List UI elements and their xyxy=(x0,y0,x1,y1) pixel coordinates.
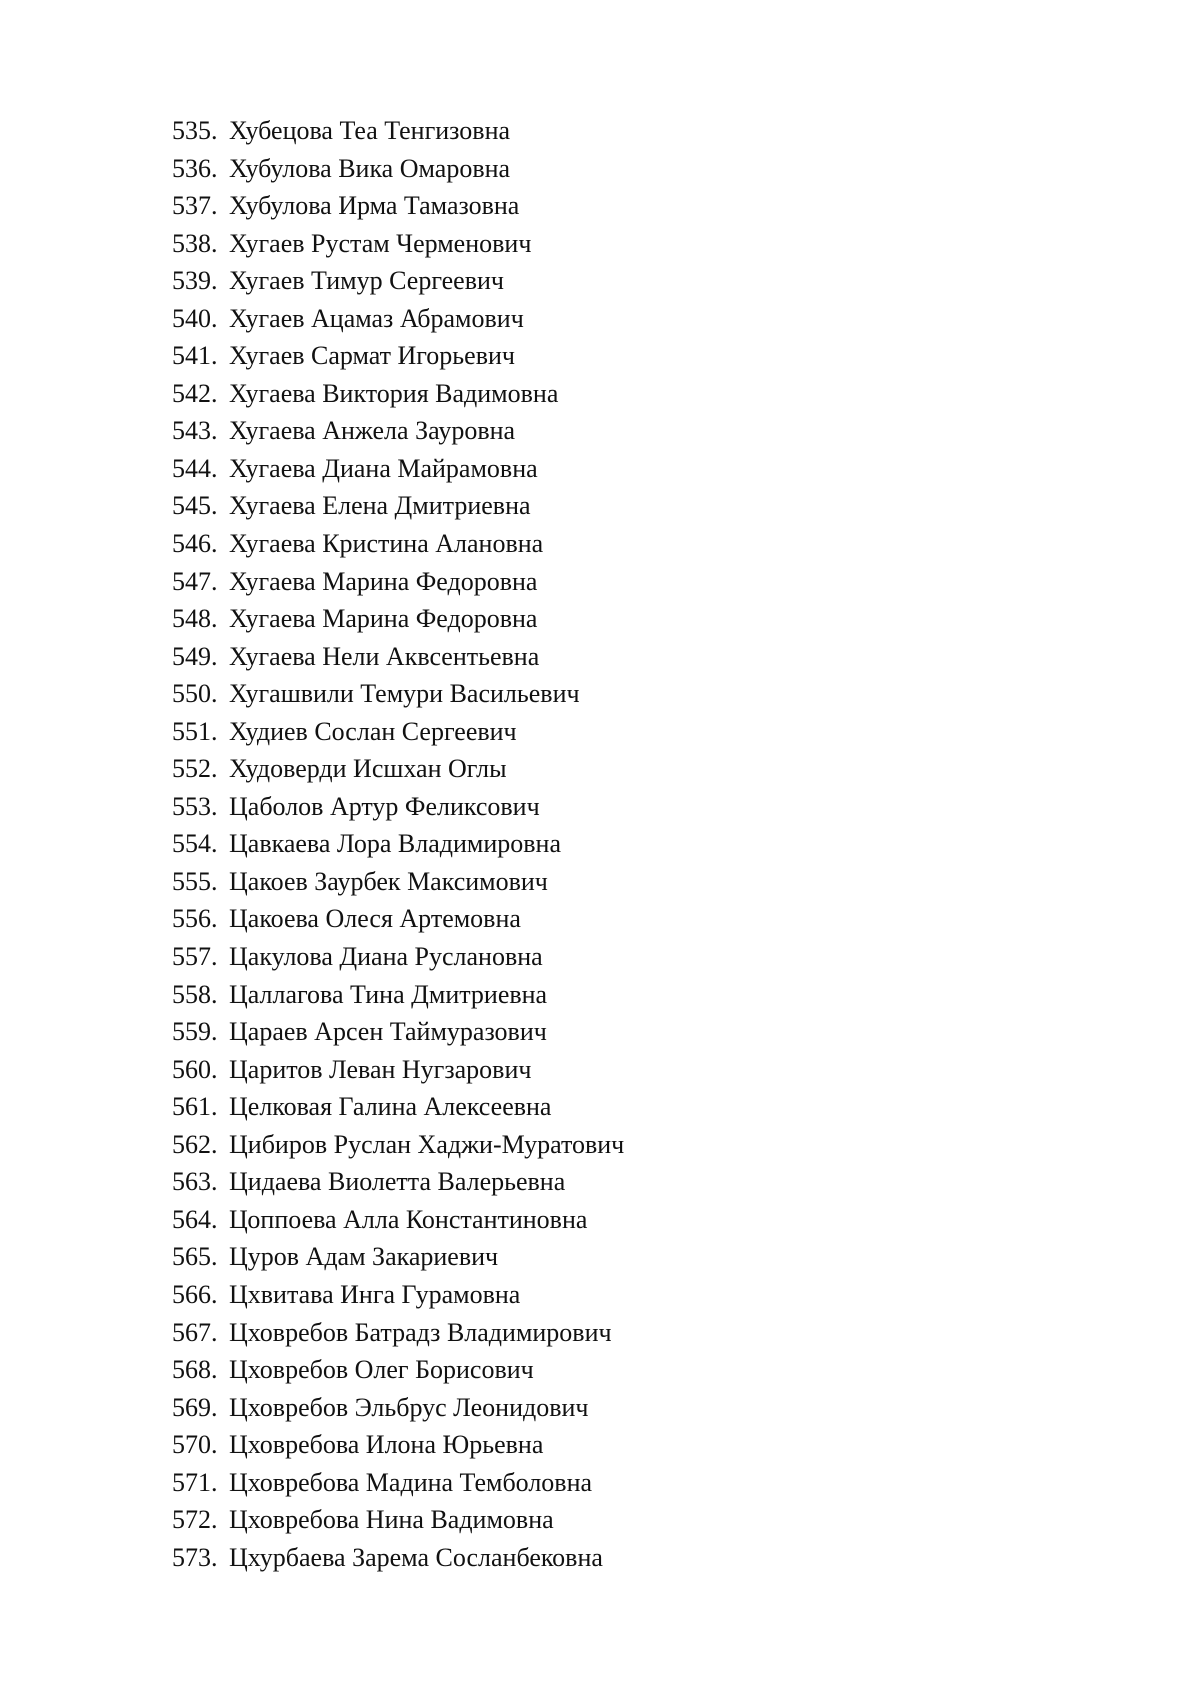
list-item-name: Цаллагова Тина Дмитриевна xyxy=(229,979,548,1009)
list-item-number: 567. xyxy=(172,1317,218,1347)
list-item-name: Хугаев Ацамаз Абрамович xyxy=(229,303,524,333)
list-item-name: Хугаева Анжела Зауровна xyxy=(229,416,516,446)
list-item-name: Цидаева Виолетта Валерьевна xyxy=(229,1167,566,1197)
list-item-name: Хугаева Виктория Вадимовна xyxy=(229,378,559,408)
list-item xyxy=(172,187,624,225)
list-item-name: Цхвитава Инга Гурамовна xyxy=(229,1279,521,1309)
list-item-name: Цакулова Диана Руслановна xyxy=(229,942,543,972)
list-item xyxy=(172,900,624,938)
list-item xyxy=(172,112,624,150)
list-item-number: 547. xyxy=(172,566,218,596)
list-item-number: 566. xyxy=(172,1279,218,1309)
list-item-number: 535. xyxy=(172,116,218,145)
list-item-name: Хубулова Вика Омаровна xyxy=(229,153,511,183)
list-item xyxy=(172,225,624,263)
list-item-name: Цховребова Нина Вадимовна xyxy=(229,1505,554,1535)
list-item-name: Хубулова Ирма Тамазовна xyxy=(229,191,520,221)
list-item-number: 545. xyxy=(172,491,218,521)
list-item xyxy=(172,1238,624,1276)
list-item xyxy=(172,337,624,375)
list-item-number: 569. xyxy=(172,1392,218,1422)
list-item-name: Хугаев Сармат Игорьевич xyxy=(229,341,515,371)
list-item xyxy=(172,150,624,188)
list-item-number: 562. xyxy=(172,1129,218,1159)
list-item-number: 560. xyxy=(172,1054,218,1084)
list-item-name: Хугаева Нели Аквсентьевна xyxy=(229,641,540,671)
list-item xyxy=(172,487,624,525)
list-item-name: Цибиров Руслан Хаджи-Муратович xyxy=(229,1129,625,1159)
list-item xyxy=(172,1163,624,1201)
list-item xyxy=(172,525,624,563)
list-item-name: Цакоева Олеся Артемовна xyxy=(229,904,521,934)
list-item-name: Цховребов Эльбрус Леонидович xyxy=(229,1392,589,1422)
list-item-name: Хугаева Диана Майрамовна xyxy=(229,453,538,483)
list-item-number: 546. xyxy=(172,529,218,559)
list-item-number: 549. xyxy=(172,641,218,671)
list-item-number: 570. xyxy=(172,1430,218,1460)
name-list xyxy=(172,112,624,1576)
list-item-name: Цоппоева Алла Константиновна xyxy=(229,1204,588,1234)
list-item-name: Худиев Сослан Сергеевич xyxy=(229,716,517,746)
list-item-number: 561. xyxy=(172,1092,218,1122)
list-item-number: 565. xyxy=(172,1242,218,1272)
list-item-name: Цуров Адам Закариевич xyxy=(229,1242,499,1272)
list-item-number: 571. xyxy=(172,1467,218,1497)
list-item-name: Хугаева Марина Федоровна xyxy=(229,566,538,596)
list-item-number: 556. xyxy=(172,904,218,934)
list-item xyxy=(172,1351,624,1389)
list-item xyxy=(172,938,624,976)
list-item xyxy=(172,563,624,601)
list-item-number: 568. xyxy=(172,1355,218,1385)
list-item-name: Хугаев Рустам Черменович xyxy=(229,228,532,258)
list-item xyxy=(172,1389,624,1427)
list-item-name: Хугаев Тимур Сергеевич xyxy=(229,266,504,296)
list-item xyxy=(172,863,624,901)
list-item xyxy=(172,750,624,788)
list-item xyxy=(172,825,624,863)
list-item-number: 572. xyxy=(172,1505,218,1535)
list-item-name: Цховребова Илона Юрьевна xyxy=(229,1430,544,1460)
list-item xyxy=(172,1051,624,1089)
list-item-number: 539. xyxy=(172,266,218,296)
list-item-number: 558. xyxy=(172,979,218,1009)
list-item-number: 557. xyxy=(172,942,218,972)
list-item-name: Цаболов Артур Феликсович xyxy=(229,791,540,821)
list-item-number: 542. xyxy=(172,378,218,408)
list-item xyxy=(172,1126,624,1164)
list-item-name: Цховребов Олег Борисович xyxy=(229,1355,534,1385)
list-item-number: 543. xyxy=(172,416,218,446)
list-item-number: 536. xyxy=(172,153,218,183)
list-item xyxy=(172,450,624,488)
list-item-name: Царитов Леван Нугзарович xyxy=(229,1054,532,1084)
list-item-number: 548. xyxy=(172,604,218,634)
list-item-number: 544. xyxy=(172,453,218,483)
list-item-name: Цараев Арсен Таймуразович xyxy=(229,1017,547,1047)
list-item xyxy=(172,600,624,638)
list-item xyxy=(172,1314,624,1352)
list-item-name: Хугаева Кристина Алановна xyxy=(229,529,544,559)
list-item-name: Цховребова Мадина Темболовна xyxy=(229,1467,593,1497)
list-item-number: 559. xyxy=(172,1017,218,1047)
list-item-number: 564. xyxy=(172,1204,218,1234)
list-item-number: 553. xyxy=(172,791,218,821)
list-item xyxy=(172,262,624,300)
list-item xyxy=(172,1088,624,1126)
list-item xyxy=(172,1464,624,1502)
list-item-number: 550. xyxy=(172,679,218,709)
list-item-number: 573. xyxy=(172,1542,218,1572)
list-item-name: Хугаева Елена Дмитриевна xyxy=(229,491,531,521)
list-item xyxy=(172,1501,624,1539)
list-item-number: 538. xyxy=(172,228,218,258)
list-item xyxy=(172,1426,624,1464)
list-item-name: Целковая Галина Алексеевна xyxy=(229,1092,552,1122)
list-item xyxy=(172,976,624,1014)
list-item xyxy=(172,1201,624,1239)
list-item-name: Худоверди Исшхан Оглы xyxy=(229,754,507,784)
list-item xyxy=(172,713,624,751)
list-item xyxy=(172,1276,624,1314)
list-item xyxy=(172,300,624,338)
list-item-number: 551. xyxy=(172,716,218,746)
list-item-name: Хугаева Марина Федоровна xyxy=(229,604,538,634)
list-item-number: 554. xyxy=(172,829,218,859)
list-item-number: 540. xyxy=(172,303,218,333)
list-item xyxy=(172,1539,624,1577)
list-item xyxy=(172,675,624,713)
list-item-name: Цакоев Заурбек Максимович xyxy=(229,866,548,896)
list-item-name: Цхурбаева Зарема Сосланбековна xyxy=(229,1542,603,1572)
list-item-number: 552. xyxy=(172,754,218,784)
list-item-number: 541. xyxy=(172,341,218,371)
list-item-name: Хубецова Теа Тенгизовна xyxy=(229,116,511,145)
list-item xyxy=(172,375,624,413)
list-item-name: Цховребов Батрадз Владимирович xyxy=(229,1317,612,1347)
list-item xyxy=(172,1013,624,1051)
list-item-number: 555. xyxy=(172,866,218,896)
list-item xyxy=(172,638,624,676)
list-item-name: Хугашвили Темури Васильевич xyxy=(229,679,580,709)
list-item xyxy=(172,788,624,826)
list-item-number: 537. xyxy=(172,191,218,221)
list-item-number: 563. xyxy=(172,1167,218,1197)
list-item-name: Цавкаева Лора Владимировна xyxy=(229,829,562,859)
list-item xyxy=(172,412,624,450)
